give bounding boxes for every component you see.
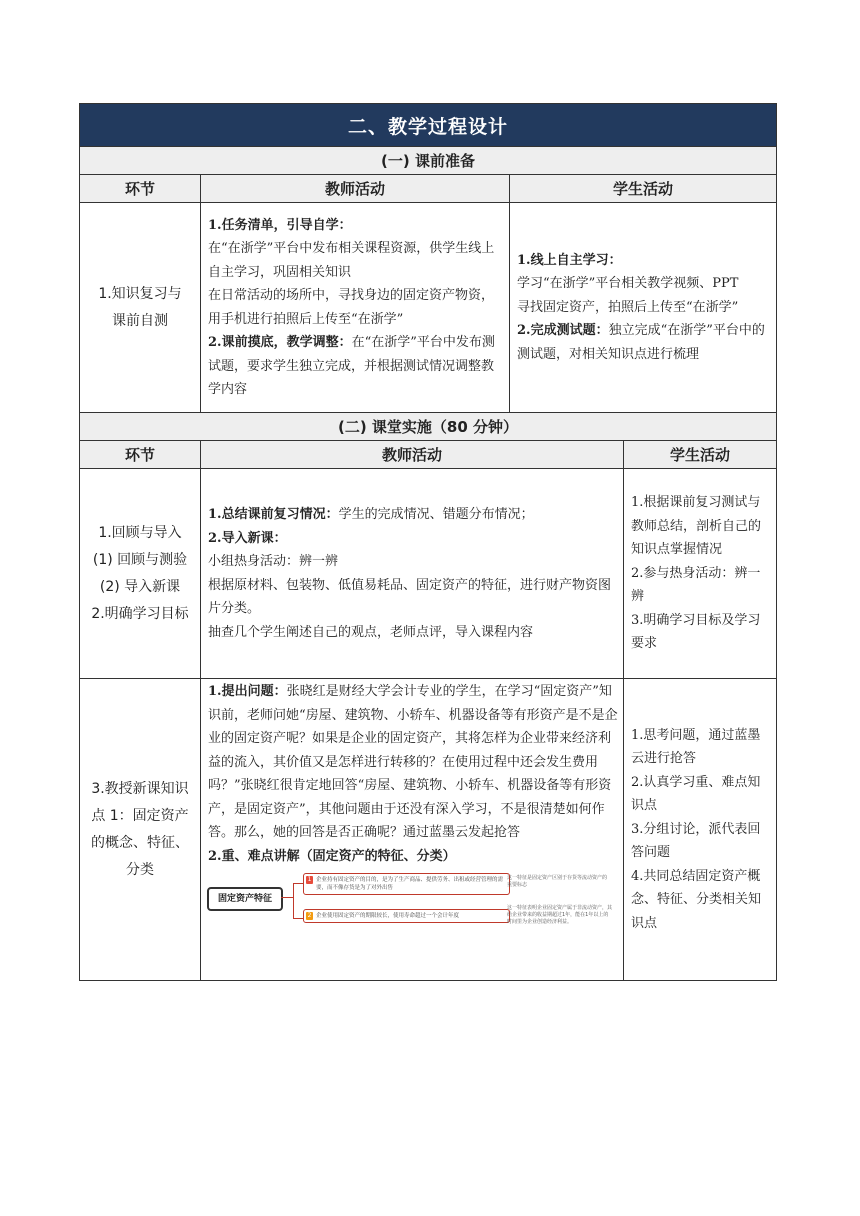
activity-text: 根据原材料、包装物、低值易耗品、固定资产的特征，进行财产物资图片分类。 bbox=[208, 577, 612, 616]
activity-line bbox=[208, 574, 618, 621]
activity-line: 3.分组讨论，派代表回答问题 bbox=[631, 821, 761, 861]
column-header-phase: 环节 bbox=[80, 441, 201, 469]
diagram-number-badge: 1 bbox=[307, 876, 312, 883]
phase-line: 点 1：固定资产 bbox=[91, 807, 189, 824]
activity-line: 2.认真学习重、难点知识点 bbox=[631, 774, 761, 814]
activity-line bbox=[517, 319, 771, 366]
phase-line: 分类 bbox=[126, 861, 154, 878]
activity-bold: 2.重、难点讲解（固定资产的特征、分类） bbox=[208, 848, 456, 864]
lesson-plan-document bbox=[79, 103, 776, 981]
column-header-teacher: 教师活动 bbox=[201, 441, 624, 469]
activity-bold: 1.总结课前复习情况： bbox=[208, 507, 339, 522]
activity-line bbox=[208, 845, 618, 869]
activity-text: 抽查几个学生阐述自己的观点，老师点评，导入课程内容 bbox=[208, 624, 534, 640]
column-header-teacher: 教师活动 bbox=[201, 175, 510, 203]
column-header-student: 学生活动 bbox=[510, 175, 777, 203]
diagram-root-node: 固定资产特征 bbox=[207, 887, 283, 911]
phase-line: 3.教授新课知识 bbox=[91, 780, 189, 797]
phase-line: 2.明确学习目标 bbox=[91, 605, 189, 622]
activity-line bbox=[517, 249, 771, 273]
section-heading-in-class: (二) 课堂实施（80 分钟） bbox=[80, 413, 777, 441]
activity-bold: 1.提出问题： bbox=[208, 684, 287, 699]
diagram-item-box bbox=[303, 909, 510, 923]
activity-text: 独立完成“在浙学”平台中的测试题，对相关知识点进行梳理 bbox=[517, 323, 765, 362]
phase-line: (2) 导入新课 bbox=[99, 578, 181, 595]
table-header-row bbox=[80, 441, 777, 469]
section-heading-pre-class: (一) 课前准备 bbox=[80, 147, 777, 175]
teacher-activity-cell bbox=[201, 203, 510, 413]
phase-line: 课前自测 bbox=[112, 312, 168, 329]
activity-line bbox=[208, 621, 618, 645]
diagram-item-box bbox=[303, 873, 510, 895]
column-header-student: 学生活动 bbox=[624, 441, 777, 469]
activity-text: 在“在浙学”平台中发布测试题，要求学生独立完成，并根据测试情况调整教学内容 bbox=[208, 335, 495, 397]
activity-line: 3.明确学习目标及学习要求 bbox=[631, 612, 761, 652]
activity-text: 张晓红是财经大学会计专业的学生，在学习“固定资产”知识前，老师问她“房屋、建筑物、小轿车、机器设备等有形资产是不是企业的固定资产呢？如果是企业的固定资产，其将怎样为企业带来经济利益的流入，其价值又是怎样进行转移的？在使用过程中还会发生费用吗？”张晓红很肯定地回答“房屋、建筑物、小轿车、机器设备等有形资产，是固定资产”，其他问题由于还没有深入学习，不是很清楚如何作答。那么，她的回答是否正确呢？通过蓝墨云发起抢答 bbox=[208, 684, 618, 840]
activity-line: 1.思考问题，通过蓝墨云进行抢答 bbox=[631, 727, 761, 767]
phase-line: (1) 回顾与测验 bbox=[92, 551, 188, 568]
diagram-note: 这一特征表明企业固定资产属于非流动资产，其给企业带来的收益期超过1年，能在1年以上的时间里为企业创造经济利益。 bbox=[507, 905, 613, 925]
column-header-phase: 环节 bbox=[80, 175, 201, 203]
activity-text: 寻找固定资产，拍照后上传至“在浙学” bbox=[517, 299, 739, 315]
activity-text: 学生的完成情况、错题分布情况； bbox=[338, 507, 534, 522]
diagram-item-text: 企业使用固定资产的期限较长，使用寿命超过一个会计年度 bbox=[316, 913, 460, 919]
table-row bbox=[80, 469, 777, 679]
activity-line: 1.根据课前复习测试与教师总结，剖析自己的知识点掌握情况 bbox=[631, 495, 762, 558]
activity-text: 学习“在浙学”平台相关教学视频、PPT bbox=[517, 276, 739, 292]
title-row bbox=[80, 104, 777, 147]
diagram-number-badge: 2 bbox=[307, 912, 312, 919]
phase-line: 的概念、特征、 bbox=[91, 834, 189, 851]
teacher-activity-cell bbox=[201, 679, 624, 981]
activity-bold: 2.导入新课： bbox=[208, 530, 287, 546]
table-header-row bbox=[80, 175, 777, 203]
activity-text: 在“在浙学”平台中发布相关课程资源，供学生线上自主学习，巩固相关知识 bbox=[208, 241, 495, 280]
activity-line bbox=[208, 527, 618, 551]
activity-line bbox=[208, 237, 504, 284]
activity-line bbox=[517, 272, 771, 296]
activity-line bbox=[208, 331, 504, 402]
teacher-activity-cell bbox=[201, 469, 624, 679]
student-activity-cell bbox=[624, 469, 777, 679]
activity-bold: 1.任务清单，引导自学： bbox=[208, 217, 352, 233]
phase-cell bbox=[80, 203, 201, 413]
activity-line bbox=[208, 214, 504, 238]
activity-text: 在日常活动的场所中，寻找身边的固定资产物资，用手机进行拍照后上传至“在浙学” bbox=[208, 288, 495, 327]
activity-bold: 2.完成测试题： bbox=[517, 323, 609, 339]
activity-line bbox=[208, 284, 504, 331]
activity-line bbox=[208, 680, 618, 845]
activity-line: 2.参与热身活动：辨一辨 bbox=[631, 565, 761, 605]
activity-line bbox=[208, 550, 618, 574]
activity-line: 4.共同总结固定资产概念、特征、分类相关知识点 bbox=[631, 868, 762, 931]
activity-bold: 1.线上自主学习： bbox=[517, 252, 622, 268]
table-row bbox=[80, 679, 777, 981]
table-row bbox=[80, 203, 777, 413]
phase-line: 1.知识复习与 bbox=[98, 285, 182, 302]
activity-bold: 2.课前摸底，教学调整： bbox=[208, 335, 352, 350]
phase-line: 1.回顾与导入 bbox=[98, 524, 182, 541]
activity-line bbox=[517, 296, 771, 320]
page-title: 二、教学过程设计 bbox=[80, 104, 777, 147]
diagram-note: 这一特征是固定资产区别于存货等流动资产的重要标志 bbox=[507, 875, 608, 888]
phase-cell bbox=[80, 469, 201, 679]
phase-cell bbox=[80, 679, 201, 981]
pre-class-table bbox=[79, 103, 777, 413]
in-class-table bbox=[79, 412, 777, 981]
fixed-asset-features-diagram bbox=[207, 873, 623, 937]
activity-text: 小组热身活动：辨一辨 bbox=[208, 554, 339, 569]
diagram-connector bbox=[281, 897, 293, 898]
student-activity-cell bbox=[510, 203, 777, 413]
student-activity-cell bbox=[624, 679, 777, 981]
diagram-item-text: 企业持有固定资产的目的，是为了生产商品、提供劳务、出租或经营管理的需要，而不像存货是为了对外出售 bbox=[316, 877, 504, 891]
activity-line bbox=[208, 503, 618, 527]
